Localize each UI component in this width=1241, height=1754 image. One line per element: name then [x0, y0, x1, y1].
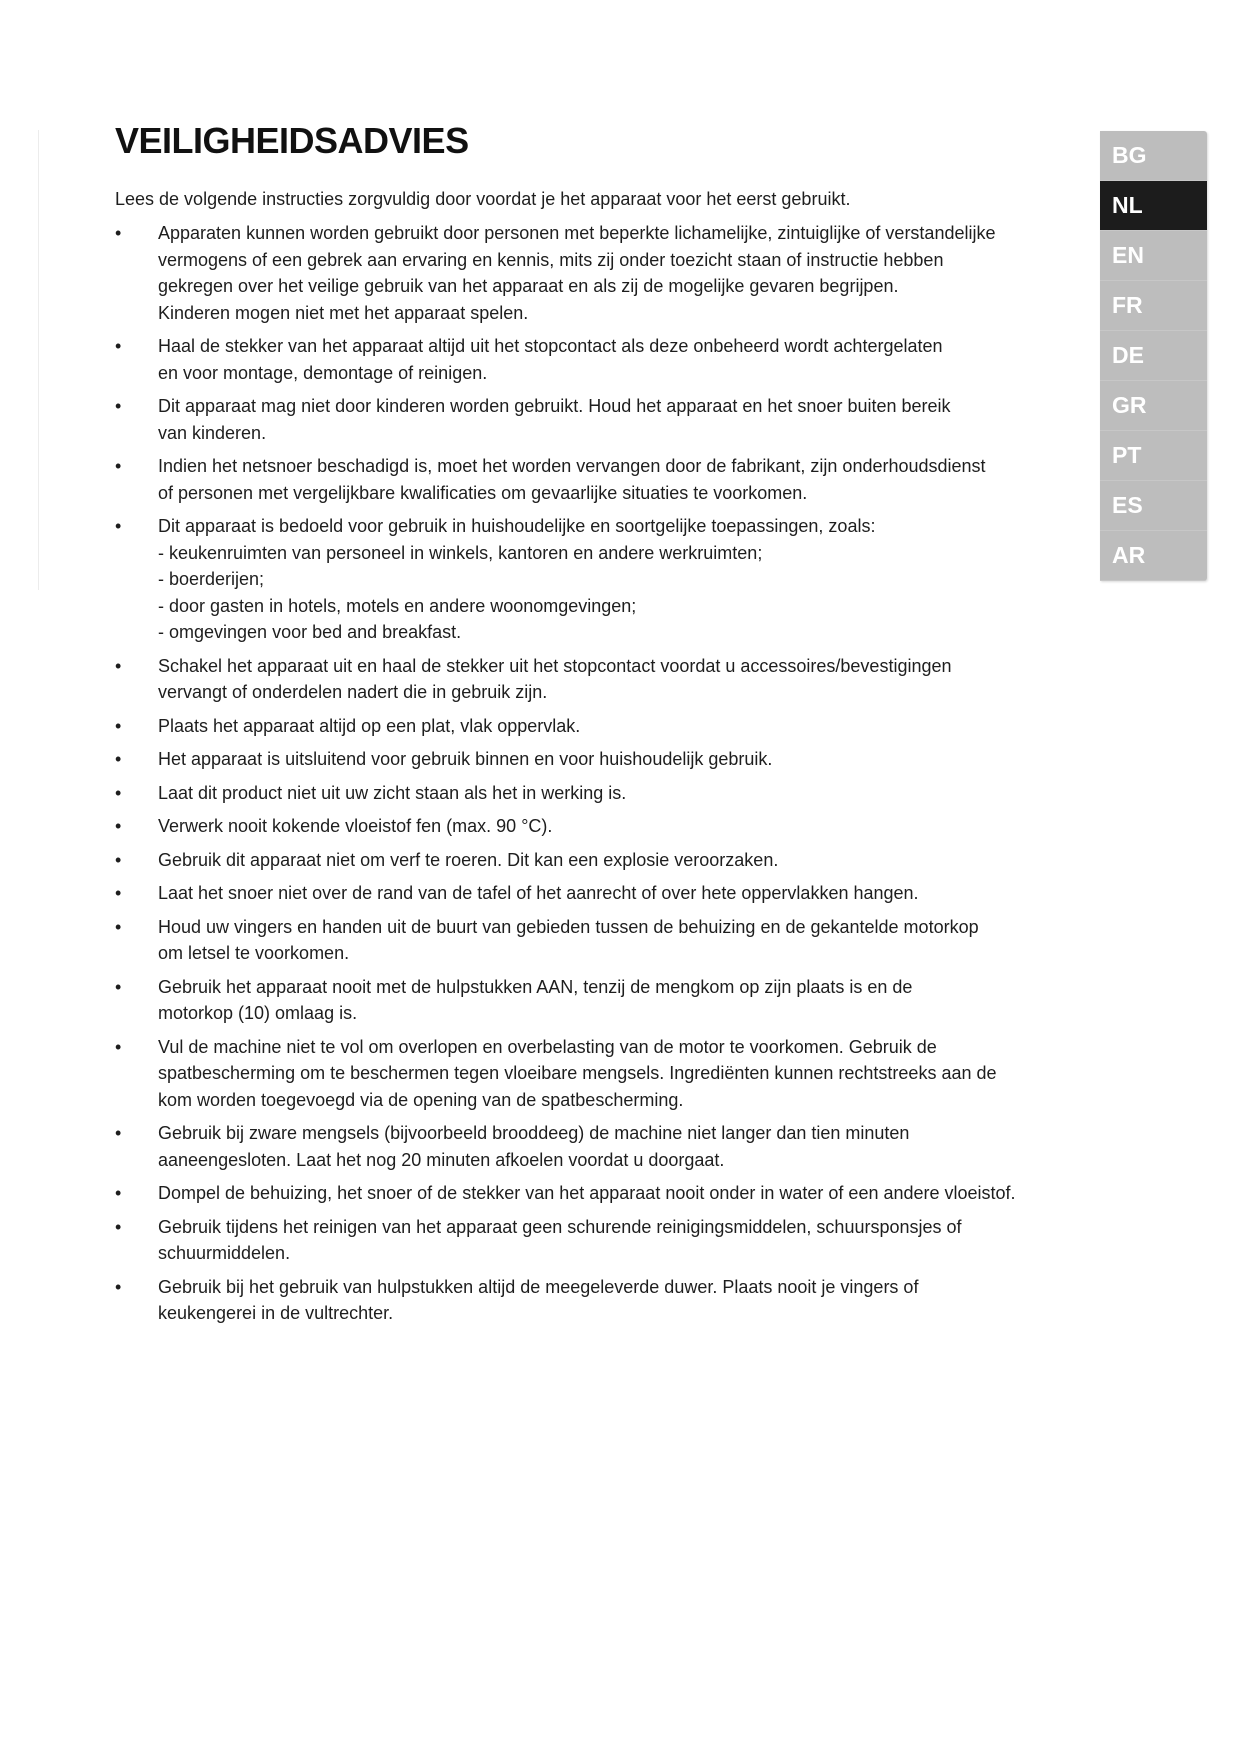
- language-tab-de[interactable]: DE: [1100, 331, 1207, 381]
- bullet-icon: •: [115, 849, 122, 870]
- instruction-item: [115, 220, 1075, 326]
- instruction-text: Laat het snoer niet over de rand van de tafel of het aanrecht of over hete oppervlakken hangen.: [158, 883, 919, 903]
- instruction-item: [115, 914, 1075, 967]
- safety-instructions-list: [115, 220, 1075, 1334]
- instruction-text: Gebruik tijdens het reinigen van het apparaat geen schurende reinigingsmiddelen, schuursponsjes of schuurmiddelen.: [158, 1216, 962, 1263]
- instruction-text: Apparaten kunnen worden gebruikt door personen met beperkte lichamelijke, zintuiglijke of verstandelijke vermogens of een gebrek aan ervaring en kennis, mits zij onder toezicht staan of instructie hebben gekregen over het veilige gebruik van het apparaat en als zij de mogelijke gevaren begrijpen. Kinderen mogen niet met het apparaat spelen.: [158, 223, 996, 323]
- instruction-item: [115, 1180, 1075, 1207]
- bullet-icon: •: [115, 516, 122, 536]
- instruction-item: [115, 333, 1075, 386]
- instruction-item: [115, 746, 1075, 773]
- instruction-text: Verwerk nooit kokende vloeistof fen (max. 90 °C).: [158, 816, 553, 836]
- bullet-icon: •: [115, 916, 122, 937]
- instruction-item: [115, 780, 1075, 807]
- instruction-text: Vul de machine niet te vol om overlopen en overbelasting van de motor te voorkomen. Gebruik de spatbescherming om te beschermen tegen vloeibare mengsels. Ingrediënten kunnen rechtstreeks aan de kom worden toegevoegd via de opening van de spatbescherming.: [158, 1036, 997, 1110]
- instruction-text: Houd uw vingers en handen uit de buurt van gebieden tussen de behuizing en de gekantelde motorkop om letsel te voorkomen.: [158, 916, 979, 963]
- instruction-item: [115, 1034, 1075, 1114]
- instruction-text: Haal de stekker van het apparaat altijd uit het stopcontact als deze onbeheerd wordt achtergelaten en voor montage, demontage of reinigen.: [158, 336, 943, 383]
- language-tab-gr[interactable]: GR: [1100, 381, 1207, 431]
- bullet-icon: •: [115, 456, 122, 476]
- instruction-text: Indien het netsnoer beschadigd is, moet het worden vervangen door de fabrikant, zijn onderhoudsdienst of personen met vergelijkbare kwalificaties om gevaarlijke situaties te voorkomen.: [158, 456, 986, 503]
- instruction-text: Dit apparaat is bedoeld voor gebruik in huishoudelijke en soortgelijke toepassingen, zoals: - keukenruimten van personeel in winkels, kantoren en andere werkruimten; - boerderijen; - door gasten in hotels, motels en andere woonomgevingen; - omgevingen voor bed and breakfast.: [158, 516, 876, 642]
- instruction-item: [115, 1120, 1075, 1173]
- page-margin-line: [38, 130, 39, 590]
- instruction-text: Laat dit product niet uit uw zicht staan als het in werking is.: [158, 782, 627, 803]
- language-tabs: [1100, 131, 1207, 581]
- language-tab-nl[interactable]: NL: [1100, 181, 1207, 231]
- bullet-icon: •: [115, 223, 122, 243]
- bullet-icon: •: [115, 976, 122, 997]
- bullet-icon: •: [115, 782, 122, 803]
- bullet-icon: •: [115, 336, 122, 356]
- instruction-text: Gebruik bij het gebruik van hulpstukken altijd de meegeleverde duwer. Plaats nooit je vingers of keukengerei in de vultrechter.: [158, 1276, 919, 1323]
- instruction-text: Gebruik bij zware mengsels (bijvoorbeeld brooddeeg) de machine niet langer dan tien minuten aaneengesloten. Laat het nog 20 minuten afkoelen voordat u doorgaat.: [158, 1123, 910, 1170]
- bullet-icon: •: [115, 1123, 122, 1143]
- intro-text: Lees de volgende instructies zorgvuldig door voordat je het apparaat voor het eerst gebruikt.: [115, 189, 851, 209]
- instruction-text: Het apparaat is uitsluitend voor gebruik binnen en voor huishoudelijk gebruik.: [158, 749, 773, 769]
- instruction-item: [115, 880, 1075, 907]
- bullet-icon: •: [115, 655, 122, 676]
- bullet-icon: •: [115, 816, 122, 836]
- instruction-item: [115, 847, 1075, 874]
- instruction-item: [115, 1274, 1075, 1327]
- instruction-item: [115, 653, 1075, 706]
- instruction-item: [115, 974, 1075, 1027]
- language-tab-ar[interactable]: AR: [1100, 531, 1207, 581]
- language-tab-en[interactable]: EN: [1100, 231, 1207, 281]
- language-tab-fr[interactable]: FR: [1100, 281, 1207, 331]
- instruction-text: Gebruik dit apparaat niet om verf te roeren. Dit kan een explosie veroorzaken.: [158, 849, 779, 870]
- instruction-text: Gebruik het apparaat nooit met de hulpstukken AAN, tenzij de mengkom op zijn plaats is en de motorkop (10) omlaag is.: [158, 976, 913, 1023]
- instruction-item: [115, 393, 1075, 446]
- bullet-icon: •: [115, 1216, 122, 1237]
- instruction-text: Dompel de behuizing, het snoer of de stekker van het apparaat nooit onder in water of een andere vloeistof.: [158, 1183, 1016, 1203]
- language-tab-pt[interactable]: PT: [1100, 431, 1207, 481]
- language-tab-es[interactable]: ES: [1100, 481, 1207, 531]
- page-title: VEILIGHEIDSADVIES: [115, 120, 469, 161]
- bullet-icon: •: [115, 396, 122, 416]
- instruction-item: [115, 513, 1075, 646]
- instruction-text: Dit apparaat mag niet door kinderen worden gebruikt. Houd het apparaat en het snoer buiten bereik van kinderen.: [158, 396, 951, 443]
- language-tab-bg[interactable]: BG: [1100, 131, 1207, 181]
- bullet-icon: •: [115, 883, 122, 903]
- bullet-icon: •: [115, 1276, 122, 1297]
- bullet-icon: •: [115, 715, 122, 736]
- instruction-item: [115, 713, 1075, 740]
- bullet-icon: •: [115, 749, 122, 769]
- bullet-icon: •: [115, 1183, 122, 1203]
- bullet-icon: •: [115, 1036, 122, 1057]
- instruction-item: [115, 453, 1075, 506]
- instruction-text: Schakel het apparaat uit en haal de stekker uit het stopcontact voordat u accessoires/bevestigingen vervangt of onderdelen nadert die in gebruik zijn.: [158, 655, 952, 702]
- instruction-text: Plaats het apparaat altijd op een plat, vlak oppervlak.: [158, 715, 581, 736]
- instruction-item: [115, 813, 1075, 840]
- instruction-item: [115, 1214, 1075, 1267]
